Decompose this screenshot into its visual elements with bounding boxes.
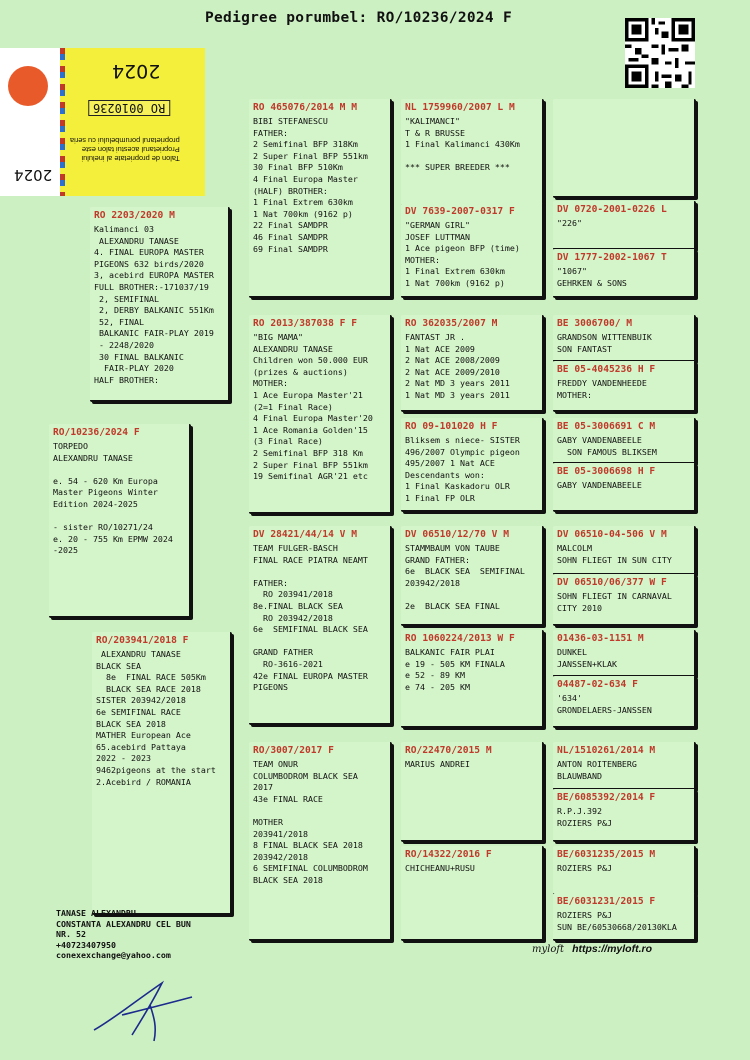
ring-number-header: DV 1777-2002-1067 T <box>557 252 667 263</box>
ring-number-header: RO 09-101020 H F <box>405 421 498 432</box>
pigeon-details: TORPEDO ALEXANDRU TANASE e. 54 - 620 Km Europa Master Pigeons Winter Edition 2024-2025 - sister RO/10271/24 e. 20 - 755 Km EPMW 2024 -2025 <box>53 441 173 556</box>
ring-number-header: DV 0720-2001-0226 L <box>557 204 667 215</box>
pigeon-details: GRANDSON WITTENBUIK SON FANTAST <box>557 332 652 354</box>
page-title: Pedigree porumbel: RO/10236/2024 F <box>205 10 513 26</box>
pedigree-card-ff <box>249 99 392 298</box>
pigeon-details: "BIG MAMA" ALEXANDRU TANASE Children won 50.000 EUR (prizes & auctions) MOTHER: 1 Ace Europa Master'21 (2=1 Final Race) 4 Final Europa Master'20 1 Ace Romania Golden'15 (3 Final Race) 2 Semifinal BFP 318 Km 2 Super Final BFP 551km 19 Semifinal AGR'21 etc <box>253 332 373 482</box>
ring-number-header: RO 1060224/2013 W F <box>405 633 515 644</box>
pedigree-card-fmm <box>401 418 544 512</box>
pigeon-details: MALCOLM SOHN FLIEGT IN SUN CITY <box>557 543 672 565</box>
ring-number: RO 0010236 <box>88 100 170 116</box>
ring-number-header: RO/14322/2016 F <box>405 849 492 860</box>
pigeon-details: '634' GRONDELAERS-JANSSEN <box>557 693 652 715</box>
pedigree-card-fmf <box>401 315 544 412</box>
pedigree-card-mmm <box>401 846 544 941</box>
ring-number-header: DV 06510-04-506 V M <box>557 529 667 540</box>
pedigree-card-g1 <box>553 99 696 198</box>
ring-number-header: RO 2203/2020 M <box>94 210 175 221</box>
pigeon-details: TEAM ONUR COLUMBODROM BLACK SEA 2017 43e FINAL RACE MOTHER 203941/2018 8 FINAL BLACK SEA 2018 203942/2018 6 SEMIFINAL COLUMBODROM BLACK SEA 2018 <box>253 759 368 885</box>
pedigree-card-ffm <box>401 203 544 298</box>
pigeon-details: "1067" GEHRKEN & SONS <box>557 266 627 288</box>
ring-number-header: NL/1510261/2014 M <box>557 745 656 756</box>
pedigree-card-mff <box>401 526 544 626</box>
pigeon-details: ROZIERS P&J <box>557 863 612 873</box>
pedigree-card-fff <box>401 99 544 206</box>
ring-number-header: BE/6031231/2015 F <box>557 896 656 907</box>
ring-number-header: BE/6085392/2014 F <box>557 792 656 803</box>
ring-number-header <box>553 99 694 105</box>
pigeon-details: ALEXANDRU TANASE BLACK SEA 8e FINAL RACE 505Km BLACK SEA RACE 2018 SISTER 203942/2018 6e SEMIFINAL RACE BLACK SEA 2018 MATHER European Ace 65.acebird Pattaya 2022 - 2023 9462pigeons at the start 2.Acebird / ROMANIA <box>96 649 216 787</box>
pigeon-details: BIBI STEFANESCU FATHER: 2 Semifinal BFP 318Km 2 Super Final BFP 551km 30 Final BFP 510Km 4 Final Europa Master (HALF) BROTHER: 1 Final Extrem 630km 1 Nat 700km (9162 p) 22 Final SAMDPR 46 Final SAMDPR 69 Final SAMDPR <box>253 116 368 254</box>
ring-number-header: RO/10236/2024 F <box>53 427 140 438</box>
pedigree-card-g3 <box>553 249 696 298</box>
pigeon-details: ANTON ROITENBERG BLAUWBAND <box>557 759 637 781</box>
pigeon-details: GABY VANDENABEELE <box>557 480 642 490</box>
ring-number-header: RO 362035/2007 M <box>405 318 498 329</box>
pigeon-details: FANTAST JR . 1 Nat ACE 2009 2 Nat ACE 2008/2009 2 Nat ACE 2009/2010 2 Nat MD 3 years 2011 1 Nat MD 3 years 2011 <box>405 332 510 400</box>
pigeon-details: BALKANIC FAIR PLAI e 19 - 505 KM FINALA e 52 - 89 KM e 74 - 205 KM <box>405 647 505 692</box>
pedigree-card-fm <box>249 315 392 514</box>
ring-text: Talon de proprietate al inelului Proprietarul acestui talon este proprietarul porumbelului cu seria <box>70 136 180 163</box>
pedigree-card-g8 <box>553 526 696 575</box>
pedigree-card-g14 <box>553 846 696 895</box>
pigeon-details: DUNKEL JANSSEN+KLAK <box>557 647 617 669</box>
ring-number-header: BE 05-3006691 C M <box>557 421 656 432</box>
ring-number-header: DV 28421/44/14 V M <box>253 529 357 540</box>
ring-number-header: RO 2013/387038 F F <box>253 318 357 329</box>
ring-number-header: RO/22470/2015 M <box>405 745 492 756</box>
pedigree-card-g15 <box>553 893 696 941</box>
pedigree-card-g12 <box>553 742 696 790</box>
pigeon-details: Bliksem s niece- SISTER 496/2007 Olympic pigeon 495/2007 1 Nat ACE Descendants won: 1 Final Kaskadoru OLR 1 Final FP OLR <box>405 435 520 503</box>
pedigree-card-g2 <box>553 201 696 250</box>
pigeon-details: "226" <box>557 218 582 228</box>
pedigree-card-mfm <box>401 630 544 728</box>
pedigree-card-g7 <box>553 463 696 512</box>
pigeon-details: CHICHEANU+RUSU <box>405 863 475 873</box>
ring-number-header: NL 1759960/2007 L M <box>405 102 515 113</box>
club-logo-icon <box>8 66 48 106</box>
ring-number-header: DV 7639-2007-0317 F <box>405 206 515 217</box>
ring-number-header: DV 06510/06/377 W F <box>557 577 667 588</box>
pigeon-details: MARIUS ANDREI <box>405 759 470 769</box>
ring-number-header: 01436-03-1151 M <box>557 633 644 644</box>
pigeon-details: GABY VANDENABEELE SON FAMOUS BLIKSEM <box>557 435 657 457</box>
pedigree-card-mm <box>249 742 392 941</box>
ring-year: 2024 <box>112 60 161 82</box>
pigeon-details: TEAM FULGER-BASCH FINAL RACE PIATRA NEAMT FATHER: RO 203941/2018 8e.FINAL BLACK SEA RO 203942/2018 6e SEMIFINAL BLACK SEA GRAND FATHER RO-3616-2021 42e FINAL EUROPA MASTER PIGEONS <box>253 543 368 693</box>
ring-number-header: RO 465076/2014 M M <box>253 102 357 113</box>
myloft-logo: myloft <box>532 943 565 955</box>
pigeon-details: Kalimanci 03 ALEXANDRU TANASE 4. FINAL EUROPA MASTER PIGEONS 632 birds/2020 3, acebird EUROPA MASTER FULL BROTHER:-171037/19 2, SEMIFINAL 2, DERBY BALKANIC 551Km 52, FINAL BALKANIC FAIR-PLAY 2019 - 2248/2020 30 FINAL BALKANIC FAIR-PLAY 2020 HALF BROTHER: <box>94 224 214 385</box>
pedigree-card-g5 <box>553 361 696 412</box>
pedigree-card-mmf <box>401 742 544 842</box>
ring-number-header: BE/6031235/2015 M <box>557 849 656 860</box>
owner-signature <box>92 975 202 1045</box>
ring-number-header: BE 3006700/ M <box>557 318 633 329</box>
ring-number-header: BE 05-3006698 H F <box>557 466 656 477</box>
pedigree-card-mf <box>249 526 392 725</box>
qr-code-icon <box>625 18 695 88</box>
ring-number-header: 04487-02-634 F <box>557 679 638 690</box>
pigeon-details: FREDDY VANDENHEEDE MOTHER: <box>557 378 647 400</box>
pigeon-details: "KALIMANCI" T & R BRUSSE 1 Final Kalimanci 430Km *** SUPER BREEDER *** <box>405 116 520 173</box>
pedigree-card-g11 <box>553 676 696 728</box>
pedigree-card-g9 <box>553 574 696 626</box>
ring-certificate <box>0 48 205 196</box>
owner-contact: TANASE ALEXANDRU CONSTANTA ALEXANDRU CEL BUN NR. 52 +40723407950 conexexchange@yahoo.com <box>56 908 191 960</box>
ring-number-header: DV 06510/12/70 V M <box>405 529 509 540</box>
pigeon-details: STAMMBAUM VON TAUBE GRAND FATHER: 6e BLACK SEA SEMIFINAL 203942/2018 2e BLACK SEA FINAL <box>405 543 525 611</box>
pigeon-details: SOHN FLIEGT IN CARNAVAL CITY 2010 <box>557 591 672 613</box>
pigeon-details: ROZIERS P&J SUN BE/60530668/20130KLA <box>557 910 677 932</box>
footer <box>532 943 652 955</box>
ring-stripe <box>60 48 65 196</box>
ring-number-header: RO/3007/2017 F <box>253 745 334 756</box>
pedigree-card-father <box>90 207 230 402</box>
pedigree-card-g4 <box>553 315 696 362</box>
pigeon-details: "GERMAN GIRL" JOSEF LUTTMAN 1 Ace pigeon BFP (time) MOTHER: 1 Final Extrem 630km 1 Nat 700km (9162 p) <box>405 220 520 288</box>
pedigree-card-subject <box>49 424 191 618</box>
ring-year-small: 2024 <box>14 166 53 184</box>
pigeon-details: R.P.J.392 ROZIERS P&J <box>557 806 612 828</box>
pedigree-card-g10 <box>553 630 696 677</box>
pedigree-card-mother <box>92 632 232 915</box>
pedigree-card-g6 <box>553 418 696 464</box>
myloft-link[interactable]: https://myloft.ro <box>572 943 652 955</box>
ring-number-header: BE 05-4045236 H F <box>557 364 656 375</box>
ring-number-header: RO/203941/2018 F <box>96 635 189 646</box>
pedigree-card-g13 <box>553 789 696 842</box>
